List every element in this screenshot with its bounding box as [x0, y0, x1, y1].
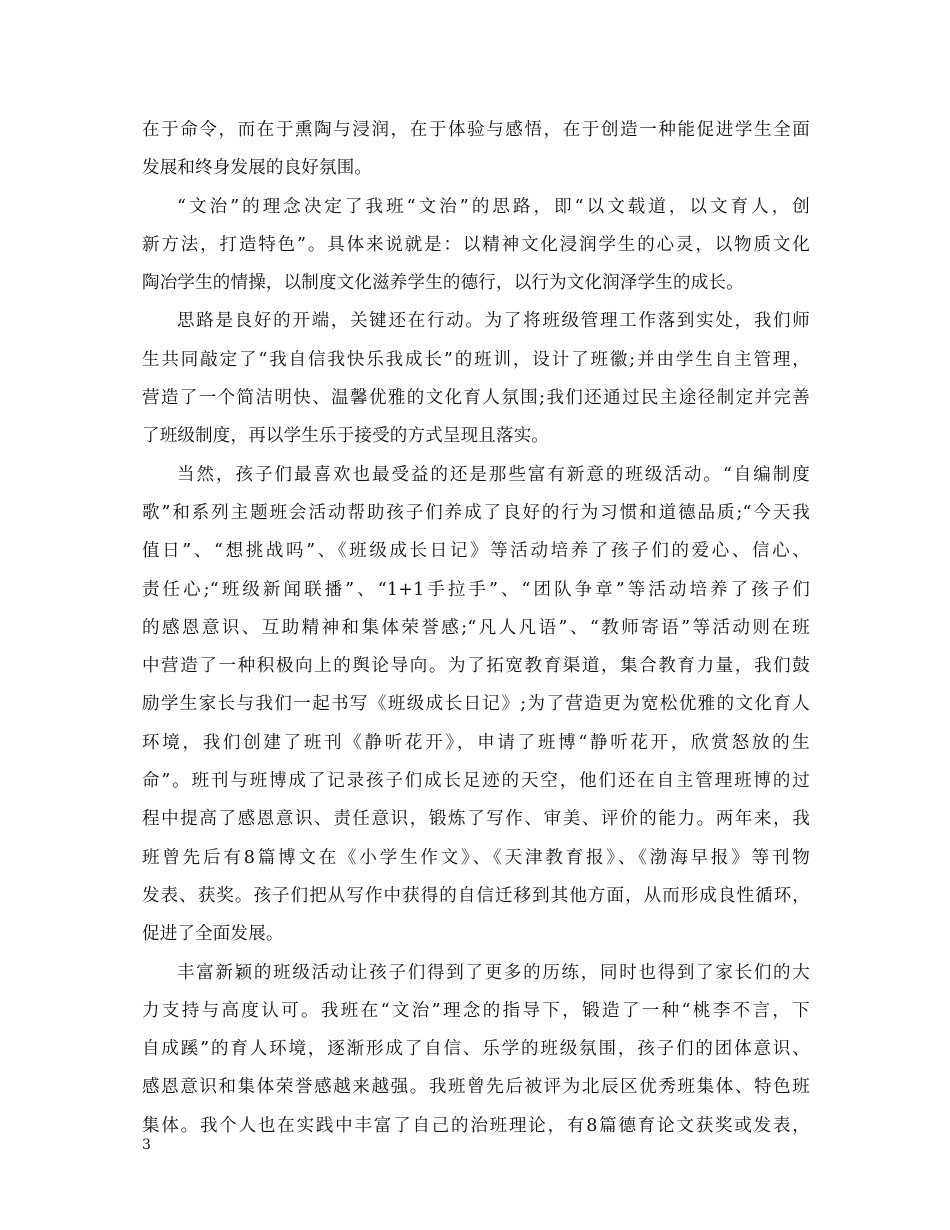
text-line: 丰富新颖的班级活动让孩子们得到了更多的历练，同时也得到了家长们的大	[177, 962, 810, 983]
text-line: 感恩意识和集体荣誉感越来越强。我班曾先后被评为北辰区优秀班集体、特色班	[142, 1077, 810, 1098]
text-line: 营造了一个简洁明快、温馨优雅的文化育人氛围;我们还通过民主途径制定并完善	[142, 388, 810, 409]
text-line: 中营造了一种积极向上的舆论导向。为了拓宽教育渠道，集合教育力量，我们鼓	[142, 656, 810, 677]
text-line: 发表、获奖。孩子们把从写作中获得的自信迁移到其他方面，从而形成良性循环，	[142, 885, 810, 906]
text-line: 值日”、“想挑战吗”、《班级成长日记》等活动培养了孩子们的爱心、信心、	[142, 541, 810, 562]
text-line: 的感恩意识、互助精神和集体荣誉感;“凡人凡语”、“教师寄语”等活动则在班	[142, 617, 810, 638]
text-line: 班曾先后有8篇博文在《小学生作文》、《天津教育报》、《渤海早报》等刊物	[142, 847, 810, 868]
text-line: 自成蹊”的育人环境，逐渐形成了自信、乐学的班级氛围，孩子们的团体意识、	[142, 1039, 810, 1060]
text-line: 责任心;“班级新闻联播”、“1+1手拉手”、“团队争章”等活动培养了孩子们	[142, 579, 810, 600]
page-number: 3	[142, 1137, 151, 1153]
text-line: 当然，孩子们最喜欢也最受益的还是那些富有新意的班级活动。“自编制度	[177, 464, 810, 485]
text-line: 了班级制度，再以学生乐于接受的方式呈现且落实。	[142, 426, 550, 447]
text-line: 励学生家长与我们一起书写《班级成长日记》;为了营造更为宽松优雅的文化育人	[142, 694, 810, 715]
text-line: 歌”和系列主题班会活动帮助孩子们养成了良好的行为习惯和道德品质;“今天我	[142, 502, 810, 523]
text-line: 发展和终身发展的良好氛围。	[142, 158, 373, 179]
text-line: 促进了全面发展。	[142, 924, 284, 945]
text-line: 新方法，打造特色”。具体来说就是：以精神文化浸润学生的心灵，以物质文化	[142, 234, 810, 255]
text-line: 程中提高了感恩意识、责任意识，锻炼了写作、审美、评价的能力。两年来，我	[142, 809, 810, 830]
text-line: 在于命令，而在于熏陶与浸润，在于体验与感悟，在于创造一种能促进学生全面	[142, 120, 810, 140]
text-line: “文治”的理念决定了我班“文治”的思路，即“以文载道，以文育人，创	[177, 196, 810, 217]
text-line: 陶冶学生的情操，以制度文化滋养学生的德行，以行为文化润泽学生的成长。	[142, 273, 744, 294]
text-line: 生共同敲定了“我自信我快乐我成长”的班训，设计了班徽;并由学生自主管理，	[142, 349, 810, 370]
text-line: 环境，我们创建了班刊《静听花开》，申请了班博“静听花开，欣赏怒放的生	[142, 732, 810, 753]
body-text	[142, 111, 810, 1145]
text-line: 命”。班刊与班博成了记录孩子们成长足迹的天空，他们还在自主管理班博的过	[142, 771, 810, 792]
text-line: 力支持与高度认可。我班在“文治”理念的指导下，锻造了一种“桃李不言，下	[142, 1000, 810, 1021]
text-line: 思路是良好的开端，关键还在行动。为了将班级管理工作落到实处，我们师	[177, 311, 810, 332]
text-line: 集体。我个人也在实践中丰富了自己的治班理论，有8篇德育论文获奖或发表，	[142, 1115, 810, 1136]
